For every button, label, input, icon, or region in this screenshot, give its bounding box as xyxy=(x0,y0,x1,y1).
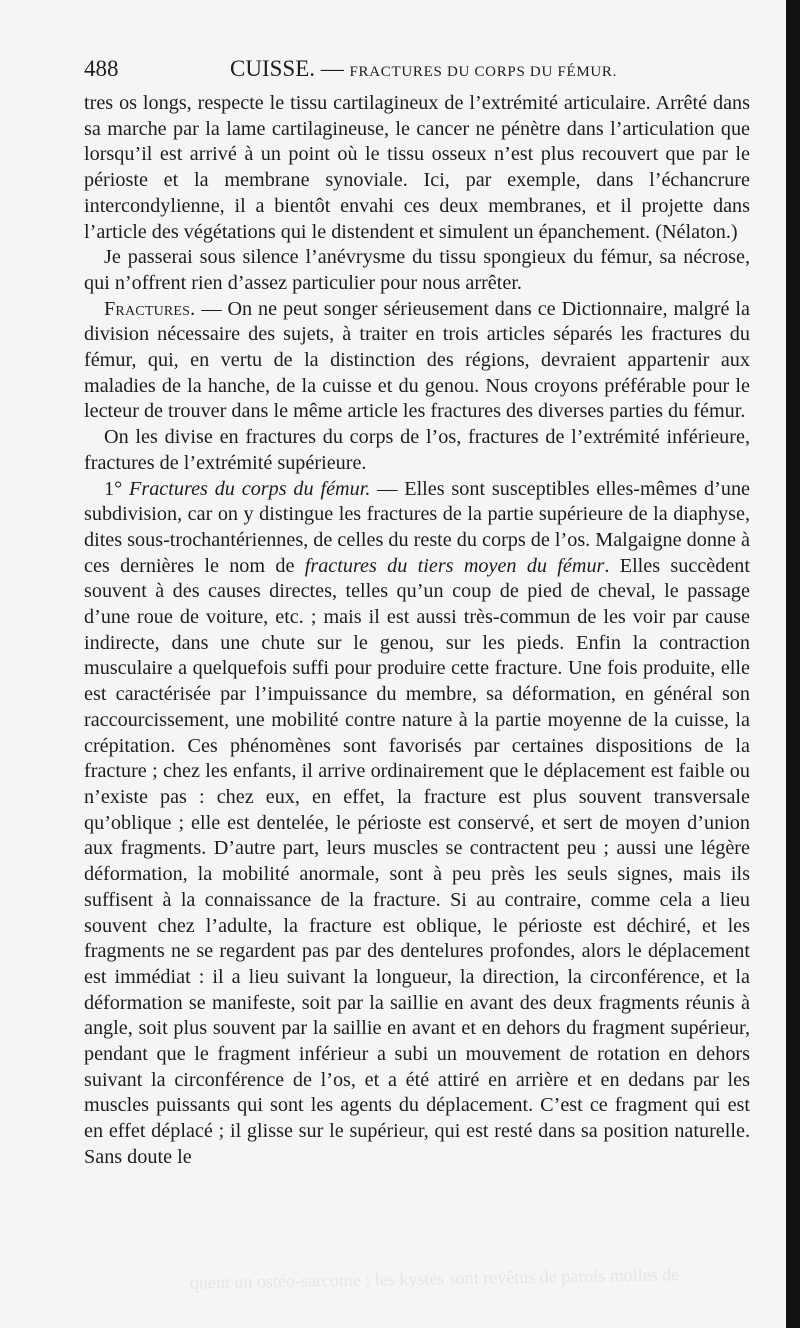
running-header xyxy=(84,54,746,84)
section-subtitle: FRACTURES DU CORPS DU FÉMUR. xyxy=(349,64,618,80)
fractures-heading: Fractures. xyxy=(104,297,196,320)
body-fractures-text-b: . Elles succèdent souvent à des causes directes, telles qu’un coup de pied de cheval, le passage d’une roue de voiture, etc. ; mais il est aussi très-commun de les voir par cause indirecte, dans une chute sur le genou, sur les pieds. Enfin la contraction musculaire a quelquefois suffi pour produire cette fracture. Une fois produite, elle est caractérisée par l’impuissance du membre, sa déformation, en général son raccourcissement, une mobilité contre nature à la partie moyenne de la cuisse, la crépitation. Ces phénomènes sont favorisés par certaines dispositions de la fracture ; chez les enfants, il arrive ordinairement que le déplacement est faible ou n’existe pas : chez eux, en effet, la fracture est plus souvent transversale qu’oblique ; elle est dentelée, le périoste est conservé, et sert de moyen d’union aux fragments. D’autre part, leurs muscles se contractent peu ; aussi une légère déformation, la mobilité anormale, sont à peu près les seuls signes, mais ils suffisent à la connaissance de la fracture. Si au contraire, comme cela a lieu souvent chez l’adulte, la fracture est oblique, le périoste est déchiré, et les fragments ne se regardent pas par des dentelures profondes, alors le déplacement est immédiat : il a lieu suivant la longueur, la direction, la circonférence, et la déformation se manifeste, soit par la saillie en avant des deux fragments réunis à angle, soit plus souvent par la saillie en avant et en dehors du fragment supérieur, pendant que le fragment inférieur a subi un mouvement de rotation en dehors suivant la circonférence de l’os, et a été attiré en arrière et en dedans par les muscles puissants qui sont les agents du déplacement. C’est ce fragment qui est en effet déplacé ; il glisse sur le supérieur, qui est resté dans sa position naturelle. Sans doute le xyxy=(84,554,750,1168)
section-title: CUISSE. xyxy=(230,56,315,81)
page-number: 488 xyxy=(84,56,119,81)
section-number: 1° xyxy=(104,477,123,500)
paragraph-fractures xyxy=(84,297,750,426)
paragraph-division: On les divise en fractures du corps de l’os, fractures de l’extrémité inférieure, fractures de l’extrémité supérieure. xyxy=(84,426,750,474)
paragraph-aneurysm: Je passerai sous silence l’anévrysme du tissu spongieux du fémur, sa nécrose, qui n’offrent rien d’assez particulier pour nous arrêter. xyxy=(84,246,750,294)
fractures-text: — On ne peut songer sérieusement dans ce Dictionnaire, malgré la division nécessaire des sujets, à traiter en trois articles séparés les fractures du fémur, qui, en vertu de la distinction des régions, devraient appartenir aux maladies de la hanche, de la cuisse et du genou. Nous croyons préférable pour le lecteur de trouver dans le même article les fractures des diverses parties du fémur. xyxy=(84,297,750,423)
running-title xyxy=(230,54,617,87)
fractures-tiers-moyen-term: fractures du tiers moyen du fémur xyxy=(304,554,605,577)
body-text xyxy=(84,91,750,1171)
title-dash: — xyxy=(320,56,344,81)
bleed-through-text: quent un ostéo-sarcome ; les kystes sont revêtus de parois molles de xyxy=(189,1264,680,1293)
body-fractures-text-a: — Elles sont susceptibles elles-mêmes d’une subdivision, car on y distingue les fractures de la partie supérieure de la diaphyse, dites sous-trochantériennes, de celles du reste du corps de l’os. Malgaigne donne à ces dernières le nom de xyxy=(84,477,751,577)
paragraph-continuation: tres os longs, respecte le tissu cartilagineux de l’extrémité articulaire. Arrêté dans sa marche par la lame cartilagineuse, le cancer ne pénètre dans l’articulation que lorsqu’il est arrivé à un point où le tissu osseux n’est plus recouvert que par le périoste et la membrane synoviale. Ici, par exemple, dans l’échancrure intercondylienne, il a bientôt envahi ces deux membranes, et il projette dans l’article des végétations qui le distendent et simulent un épanchement. (Nélaton.) xyxy=(84,92,750,243)
subsection-title: Fractures du corps du fémur. xyxy=(129,477,371,500)
paragraph-body-fractures xyxy=(84,477,750,1171)
